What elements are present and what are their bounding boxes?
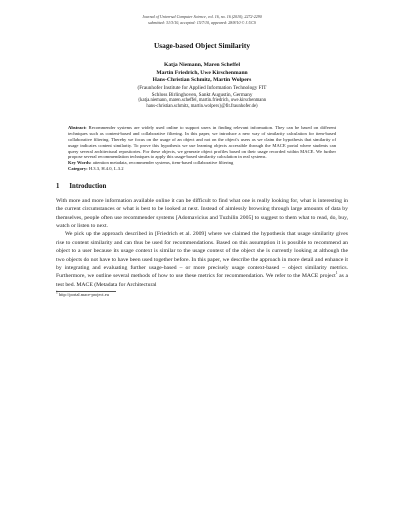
- author-emails: [56, 98, 348, 110]
- paper-title: Usage-based Object Similarity: [153, 41, 251, 50]
- category: [68, 166, 336, 172]
- author-line: Katja Niemann, Maren Scheffel: [163, 62, 241, 68]
- author-line: Martin Friedrich, Uwe Kirschenmann: [156, 69, 248, 76]
- keywords-text: attention metadata, recommender systems, item-based collaborative filtering: [92, 160, 234, 166]
- affiliation-line: (Fraunhofer Institute for Applied Information Technology FIT: [137, 84, 267, 91]
- category-text: H.3.3, H.4.0, L.3.2: [88, 165, 124, 171]
- paragraph-tail: as a test bed. MACE (Metadata for Architectural: [56, 273, 348, 288]
- author-line: Hans-Christian Schmitz, Martin Wolpers: [152, 77, 252, 84]
- keywords-label: Key Words:: [68, 160, 92, 166]
- intro-paragraph-1: With more and more information available online it can be difficult to find what one is really looking for, what is interesting in the current circumstances or what is best to be looked at next. Instead of aimlessly browsing through large amounts of data by themselves, people often use recommender systems [Adomavicius and Tuzhilin 2005] to suggest to them what to read, do, buy, watch or listen to next.: [56, 197, 348, 229]
- section-number: 1: [56, 182, 60, 190]
- footnote-url: http://portal.mace-project.eu: [58, 292, 109, 298]
- email-line: {katja.niemann, maren.scheffel, martin.friedrich, uwe.kirschenmann: [137, 98, 267, 104]
- submission-line: submitted: 31/3/10, accepted: 15/7/10, appeared: 28/8/10 © J.UCS: [148, 19, 256, 25]
- journal-header: [56, 14, 348, 25]
- journal-line: Journal of Universal Computer Science, vol. 16, no. 16 (2010), 2272-2290: [142, 14, 262, 19]
- abstract: [68, 125, 336, 160]
- section-heading: [56, 183, 348, 190]
- affiliation: [56, 85, 348, 99]
- paragraph-text: We pick up the approach described in [Friedrich et al. 2009] where we claimed the hypothesis that usage similarity gives rise to content similarity and can thus be used for recommendations. Based on this assumption it is possible to recommend an object to a user because its usage context is similar to the usage context of the object she is currently looking at although the two objects do not have to have been used together before. In this paper, we describe the approach in more detail and enhance it by integrating and evaluating further usage-based – or more precisely usage context-based – object similarity metrics. Furthermore, we outline several methods of how to use these metrics for recommendation. We refer to the MACE project: [56, 231, 348, 280]
- intro-paragraph-2: [56, 230, 348, 289]
- abstract-label: Abstract:: [68, 125, 87, 131]
- category-label: Category:: [68, 165, 88, 171]
- author-list: [56, 62, 348, 85]
- email-line: hans-christian.schmitz, martin.wolpers}@fit.fraunhofer.de): [146, 104, 258, 110]
- section-title: Introduction: [69, 182, 107, 190]
- footnote: [56, 292, 348, 298]
- affiliation-line: Schloss Birlinghoven, Sankt Augustin, Germany: [151, 91, 253, 98]
- footnote-marker: 1: [335, 271, 338, 276]
- footnote-number: 1: [56, 290, 58, 295]
- abstract-text: Recommender systems are widely used online to support users in finding relevant information. They can be based on different techniques such as content-based and collaborative filtering. In this paper, we introduce a new way of similarity calculation for item-based collaborative filtering. Thereby we focus on the usage of an object and not on the object's users as we claim the hypothesis that similarity of usage indicates content similarity. To prove this hypothesis we use learning objects accessible through the MACE portal where students can query several architectural repositories. For these objects, we generate object profiles based on their usage recorded within MACE. We further propose several recommendation techniques to apply this usage-based similarity calculation in real systems.: [68, 125, 336, 160]
